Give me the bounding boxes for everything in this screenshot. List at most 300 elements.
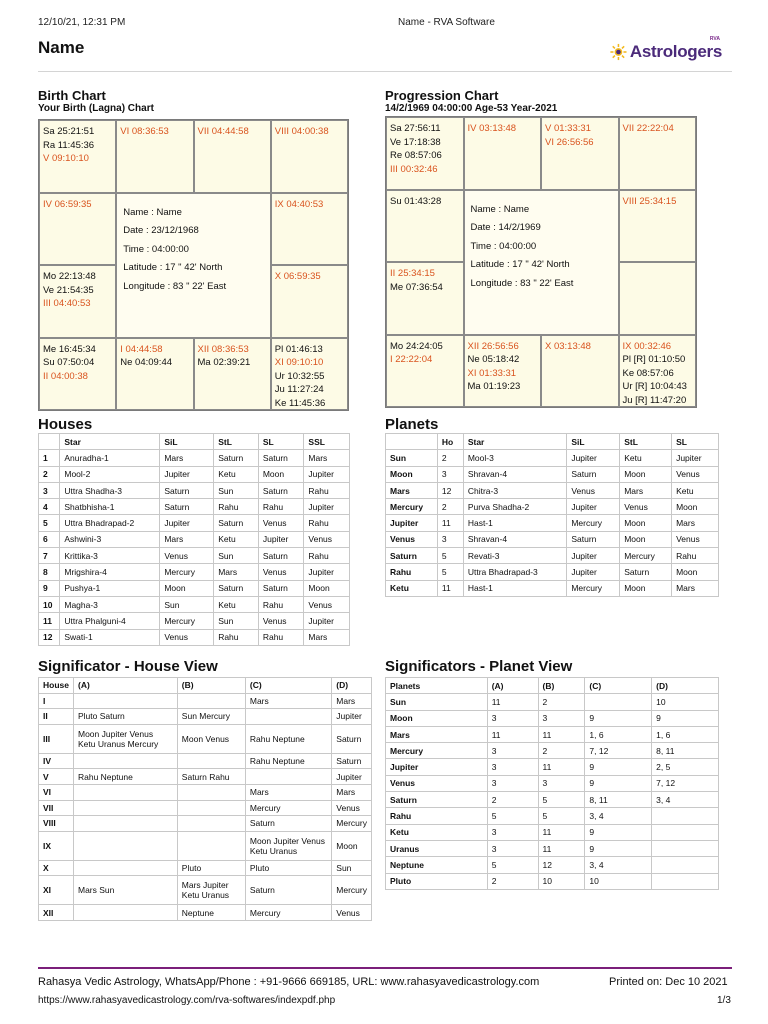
table-cell: Sun xyxy=(214,613,259,629)
table-cell xyxy=(73,800,177,816)
table-cell: Mool-2 xyxy=(60,466,160,482)
column-header: SL xyxy=(672,434,719,450)
table-cell: Mars xyxy=(160,531,214,547)
center-lon: Longitude : 83 " 22' East xyxy=(470,277,574,289)
table-cell: 3, 4 xyxy=(585,808,652,824)
table-cell xyxy=(73,860,177,876)
table-cell: 8, 11 xyxy=(585,792,652,808)
table-cell: Mars Sun xyxy=(73,876,177,905)
table-cell: Venus xyxy=(258,564,304,580)
planets-title: Planets xyxy=(385,416,439,433)
sig-house-title: Significator - House View xyxy=(38,658,218,675)
table-cell: Saturn xyxy=(567,466,620,482)
column-header: (A) xyxy=(487,678,538,694)
table-row xyxy=(39,784,372,800)
chart-cell-r0c1 xyxy=(116,120,193,193)
column-header: (B) xyxy=(177,678,245,694)
progression-chart xyxy=(385,116,697,408)
table-cell: 9 xyxy=(585,710,652,726)
table-cell: X xyxy=(39,860,74,876)
table-cell: Venus xyxy=(160,548,214,564)
chart-entry: Ma 02:39:21 xyxy=(197,357,251,368)
chart-entry: XII 08:36:53 xyxy=(197,343,249,355)
table-cell: 2 xyxy=(487,873,538,889)
table-cell: 7 xyxy=(39,548,60,564)
table-cell: 11 xyxy=(487,726,538,742)
table-cell: Saturn xyxy=(214,450,259,466)
table-cell: 1, 6 xyxy=(652,726,719,742)
table-cell: Mercury xyxy=(620,548,672,564)
table-cell: IX xyxy=(39,831,74,860)
table-cell: 5 xyxy=(487,808,538,824)
table-cell: 11 xyxy=(437,580,463,596)
table-cell: Moon xyxy=(620,466,672,482)
table-cell: Saturn xyxy=(160,499,214,515)
table-row xyxy=(39,499,350,515)
column-header: SSL xyxy=(304,434,350,450)
table-cell: 9 xyxy=(585,824,652,840)
table-cell: Neptune xyxy=(386,857,488,873)
table-row xyxy=(39,466,350,482)
table-cell: 5 xyxy=(538,792,585,808)
table-cell: XI xyxy=(39,876,74,905)
table-row xyxy=(386,466,719,482)
table-cell: Ketu xyxy=(214,466,259,482)
footer-printed-on: Printed on: Dec 10 2021 xyxy=(609,976,728,988)
table-cell: Jupiter xyxy=(304,564,350,580)
table-row xyxy=(386,499,719,515)
table-cell: Mrigshira-4 xyxy=(60,564,160,580)
table-cell xyxy=(652,873,719,889)
table-cell: 9 xyxy=(652,710,719,726)
table-cell: Venus xyxy=(672,531,719,547)
table-row xyxy=(39,769,372,785)
table-cell: 7, 12 xyxy=(652,775,719,791)
table-cell: Rahu xyxy=(304,482,350,498)
table-cell: Ketu xyxy=(672,482,719,498)
table-cell xyxy=(73,784,177,800)
table-cell: Mars xyxy=(214,564,259,580)
chart-entry: III 04:40:53 xyxy=(43,298,91,309)
table-row xyxy=(39,860,372,876)
table-cell: 11 xyxy=(487,694,538,710)
table-cell: Rahu xyxy=(672,548,719,564)
table-cell: Mars xyxy=(245,693,331,709)
table-cell xyxy=(177,816,245,832)
table-cell: Magha-3 xyxy=(60,596,160,612)
chart-entry: XI 01:33:31 xyxy=(467,367,517,379)
table-cell: V xyxy=(39,769,74,785)
chart-entry: Pl 01:46:13 xyxy=(274,343,323,355)
table-cell: 3 xyxy=(437,531,463,547)
table-cell: 11 xyxy=(538,840,585,856)
table-cell: 11 xyxy=(538,824,585,840)
table-cell: Saturn xyxy=(386,548,438,564)
chart-cell-r3c3 xyxy=(619,335,697,408)
chart-entry: Mo 24:24:05 xyxy=(390,340,443,352)
progression-chart-title: Progression Chart xyxy=(385,88,499,103)
chart-cell-r0c2 xyxy=(194,120,271,193)
table-cell: Rahu xyxy=(386,564,438,580)
table-cell: Jupiter xyxy=(386,759,488,775)
table-cell: Mars xyxy=(304,629,350,645)
table-cell: Mercury xyxy=(386,499,438,515)
table-row xyxy=(39,905,372,921)
table-cell xyxy=(652,840,719,856)
table-cell: Shravan-4 xyxy=(463,466,567,482)
table-cell: Rahu xyxy=(304,515,350,531)
table-row xyxy=(386,531,719,547)
table-cell: 3 xyxy=(487,710,538,726)
column-header: (C) xyxy=(585,678,652,694)
table-cell: Jupiter xyxy=(672,450,719,466)
chart-cell-r1c3 xyxy=(271,193,348,266)
table-cell: Rahu xyxy=(386,808,488,824)
table-cell: Mars xyxy=(332,693,372,709)
column-header: (A) xyxy=(73,678,177,694)
chart-entry: VIII 04:00:38 xyxy=(274,126,329,137)
chart-entry: Ke 08:57:06 xyxy=(622,367,674,379)
table-cell: 2 xyxy=(487,792,538,808)
table-cell: Moon xyxy=(672,564,719,580)
table-cell: Pluto Saturn xyxy=(73,709,177,725)
table-cell: Saturn Rahu xyxy=(177,769,245,785)
table-row xyxy=(39,596,350,612)
table-cell: Jupiter xyxy=(567,548,620,564)
table-cell: Mercury xyxy=(332,876,372,905)
column-header: Planets xyxy=(386,678,488,694)
table-cell: Venus xyxy=(332,905,372,921)
chart-cell-r2c3 xyxy=(619,262,697,335)
table-cell: Ketu xyxy=(214,531,259,547)
table-cell: Mercury xyxy=(160,613,214,629)
table-cell: Moon xyxy=(332,831,372,860)
chart-entry: Ve 21:54:35 xyxy=(43,284,94,296)
table-cell: Venus xyxy=(258,613,304,629)
table-cell: II xyxy=(39,709,74,725)
table-cell: Jupiter xyxy=(386,515,438,531)
chart-entry: Mo 22:13:48 xyxy=(43,271,96,282)
table-cell: 2 xyxy=(538,743,585,759)
table-cell: Rahu Neptune xyxy=(245,724,331,753)
table-cell xyxy=(177,753,245,769)
table-cell: VII xyxy=(39,800,74,816)
table-cell: Moon xyxy=(672,499,719,515)
table-cell: Pluto xyxy=(177,860,245,876)
planets-table xyxy=(385,433,719,597)
table-row xyxy=(39,515,350,531)
birth-chart-title: Birth Chart xyxy=(38,88,106,103)
table-row xyxy=(386,857,719,873)
progression-chart-subtitle: 14/2/1969 04:00:00 Age-53 Year-2021 xyxy=(385,103,558,114)
chart-entry: Re 08:57:06 xyxy=(390,150,442,161)
table-row xyxy=(39,816,372,832)
table-row xyxy=(386,726,719,742)
logo-text: Astrologers xyxy=(629,42,722,61)
houses-title: Houses xyxy=(38,416,93,433)
table-cell: Jupiter xyxy=(258,531,304,547)
column-header: StL xyxy=(620,434,672,450)
table-cell: 9 xyxy=(585,840,652,856)
table-cell: Moon Venus xyxy=(177,724,245,753)
table-cell: Venus xyxy=(386,775,488,791)
chart-entry: I 22:22:04 xyxy=(390,354,433,365)
table-cell: 1, 6 xyxy=(585,726,652,742)
table-cell: 7, 12 xyxy=(585,743,652,759)
table-cell: Revati-3 xyxy=(463,548,567,564)
table-cell: 11 xyxy=(538,759,585,775)
table-cell: IV xyxy=(39,753,74,769)
table-cell: Mercury xyxy=(567,515,620,531)
table-cell: 12 xyxy=(437,482,463,498)
table-cell: Venus xyxy=(304,596,350,612)
chart-cell-r0c0 xyxy=(39,120,116,193)
table-cell: Saturn xyxy=(258,482,304,498)
chart-entry: Ne 04:09:44 xyxy=(120,357,173,368)
header-divider xyxy=(38,71,732,72)
table-row xyxy=(386,580,719,596)
table-cell: Ashwini-3 xyxy=(60,531,160,547)
table-cell: Sun Mercury xyxy=(177,709,245,725)
column-header: (B) xyxy=(538,678,585,694)
column-header: SiL xyxy=(160,434,214,450)
table-cell: 3 xyxy=(487,743,538,759)
footer-divider xyxy=(38,967,732,969)
table-cell: Mars xyxy=(332,784,372,800)
table-cell: 2 xyxy=(538,694,585,710)
table-cell: 10 xyxy=(652,694,719,710)
chart-entry: V 01:33:31 xyxy=(545,123,591,134)
table-cell: Anuradha-1 xyxy=(60,450,160,466)
chart-entry: X 03:13:48 xyxy=(545,340,591,352)
table-cell: Jupiter xyxy=(304,499,350,515)
table-cell: Venus xyxy=(332,800,372,816)
table-cell xyxy=(652,857,719,873)
table-cell: Jupiter xyxy=(567,499,620,515)
table-cell xyxy=(73,905,177,921)
column-header: (D) xyxy=(332,678,372,694)
center-time: Time : 04:00:00 xyxy=(123,243,189,255)
table-cell: Jupiter xyxy=(567,564,620,580)
table-cell: Moon xyxy=(386,710,488,726)
table-cell xyxy=(652,808,719,824)
chart-center-details xyxy=(464,190,619,335)
table-row xyxy=(39,482,350,498)
chart-cell-r3c0 xyxy=(39,338,116,411)
table-cell: 3 xyxy=(487,759,538,775)
chart-entry: Su 07:50:04 xyxy=(43,357,95,368)
table-cell: 6 xyxy=(39,531,60,547)
chart-entry: Ju 11:27:24 xyxy=(274,384,324,395)
chart-cell-r3c1 xyxy=(116,338,193,411)
table-cell: XII xyxy=(39,905,74,921)
table-cell: Venus xyxy=(160,629,214,645)
table-cell: Moon xyxy=(620,515,672,531)
table-cell: Saturn xyxy=(567,531,620,547)
chart-entry: IV 06:59:35 xyxy=(43,198,92,210)
table-cell: 8, 11 xyxy=(652,743,719,759)
center-date: Date : 23/12/1968 xyxy=(123,225,199,236)
table-cell: Moon xyxy=(258,466,304,482)
table-cell: 9 xyxy=(585,775,652,791)
column-header: House xyxy=(39,678,74,694)
table-cell: Jupiter xyxy=(332,709,372,725)
table-row xyxy=(386,743,719,759)
table-row xyxy=(386,710,719,726)
table-row xyxy=(39,709,372,725)
table-cell: Rahu Neptune xyxy=(245,753,331,769)
birth-chart-subtitle: Your Birth (Lagna) Chart xyxy=(38,103,154,114)
table-cell: 5 xyxy=(39,515,60,531)
chart-entry: Me 07:36:54 xyxy=(390,281,443,293)
table-cell: Hast-1 xyxy=(463,515,567,531)
table-cell: Jupiter xyxy=(332,769,372,785)
table-cell: Uranus xyxy=(386,840,488,856)
chart-entry: III 00:32:46 xyxy=(390,163,438,175)
table-cell: Mars xyxy=(386,726,488,742)
table-cell: Mars xyxy=(386,482,438,498)
center-lat: Latitude : 17 " 42' North xyxy=(470,259,570,270)
table-header-row xyxy=(39,678,372,694)
table-cell: 5 xyxy=(437,548,463,564)
table-cell: Saturn xyxy=(214,515,259,531)
chart-cell-r0c3 xyxy=(271,120,348,193)
sig-planet-table xyxy=(385,677,719,890)
chart-entry: Ve 17:18:38 xyxy=(390,136,441,148)
table-row xyxy=(39,831,372,860)
chart-entry: Su 01:43:28 xyxy=(390,195,442,207)
table-cell: Rahu xyxy=(214,499,259,515)
table-cell: Uttra Phalguni-4 xyxy=(60,613,160,629)
page-title: Name xyxy=(38,38,85,57)
table-cell: Mars xyxy=(672,515,719,531)
center-date: Date : 14/2/1969 xyxy=(470,222,541,233)
table-cell: Sun xyxy=(214,482,259,498)
print-url: https://www.rahasyavedicastrology.com/rva-softwares/indexpdf.php xyxy=(38,995,336,1006)
print-page-title: Name - RVA Software xyxy=(398,17,495,28)
chart-entry: VII 04:44:58 xyxy=(197,126,249,137)
table-cell: 2 xyxy=(437,499,463,515)
table-cell: 2 xyxy=(437,450,463,466)
table-cell: Mars xyxy=(304,450,350,466)
table-cell: 3 xyxy=(437,466,463,482)
table-cell: Venus xyxy=(567,482,620,498)
chart-entry: II 25:34:15 xyxy=(390,268,435,279)
table-cell: Saturn xyxy=(332,753,372,769)
chart-cell-r1c3 xyxy=(619,190,697,263)
table-cell: 3 xyxy=(487,840,538,856)
table-cell: VI xyxy=(39,784,74,800)
chart-cell-r3c3 xyxy=(271,338,348,411)
chart-entry: V 09:10:10 xyxy=(43,153,89,164)
chart-cell-r1c0 xyxy=(386,190,464,263)
table-cell: Krittika-3 xyxy=(60,548,160,564)
table-row xyxy=(386,482,719,498)
chart-entry: Ur 10:32:55 xyxy=(274,370,325,382)
table-cell: Moon xyxy=(160,580,214,596)
chart-cell-r0c1 xyxy=(464,117,542,190)
sig-house-table xyxy=(38,677,372,921)
table-cell: Mars xyxy=(620,482,672,498)
table-header-row xyxy=(386,678,719,694)
table-cell: Moon xyxy=(620,531,672,547)
table-cell: Moon xyxy=(386,466,438,482)
table-cell: Mercury xyxy=(567,580,620,596)
table-cell: 11 xyxy=(437,515,463,531)
chart-entry: Ju [R] 11:47:20 xyxy=(622,394,687,406)
table-cell: Uttra Shadha-3 xyxy=(60,482,160,498)
center-name: Name : Name xyxy=(470,203,530,215)
chart-entry: Ma 01:19:23 xyxy=(467,381,521,392)
table-cell: Jupiter xyxy=(304,613,350,629)
table-cell: Mars Jupiter Ketu Uranus xyxy=(177,876,245,905)
center-lat: Latitude : 17 " 42' North xyxy=(123,262,223,273)
table-row xyxy=(39,629,350,645)
table-row xyxy=(39,580,350,596)
table-cell: Purva Shadha-2 xyxy=(463,499,567,515)
center-lon: Longitude : 83 " 22' East xyxy=(123,280,227,292)
table-row xyxy=(39,531,350,547)
table-cell: Rahu xyxy=(304,548,350,564)
table-cell: 3 xyxy=(39,482,60,498)
chart-cell-r2c0 xyxy=(386,262,464,335)
table-row xyxy=(386,792,719,808)
table-cell: 1 xyxy=(39,450,60,466)
table-cell: 10 xyxy=(585,873,652,889)
table-row xyxy=(386,808,719,824)
table-cell: Neptune xyxy=(177,905,245,921)
table-row xyxy=(39,724,372,753)
table-row xyxy=(386,450,719,466)
table-row xyxy=(39,564,350,580)
table-cell: Moon xyxy=(304,580,350,596)
chart-entry: XII 26:56:56 xyxy=(467,340,519,352)
birth-chart xyxy=(38,119,349,411)
houses-table xyxy=(38,433,350,646)
table-cell: Shravan-4 xyxy=(463,531,567,547)
column-header: Star xyxy=(60,434,160,450)
table-cell: 10 xyxy=(538,873,585,889)
table-row xyxy=(39,613,350,629)
logo-badge: RVA xyxy=(709,36,720,42)
table-cell: Pluto xyxy=(386,873,488,889)
table-row xyxy=(386,775,719,791)
table-cell: Hast-1 xyxy=(463,580,567,596)
table-cell: 2 xyxy=(39,466,60,482)
footer-contact: Rahasya Vedic Astrology, WhatsApp/Phone : +91-9666 669185, URL: www.rahasyavedicastrology.com xyxy=(38,976,540,988)
chart-entry: IX 00:32:46 xyxy=(622,340,672,352)
table-row xyxy=(386,759,719,775)
table-cell: I xyxy=(39,693,74,709)
chart-cell-r3c0 xyxy=(386,335,464,408)
table-cell: Ketu xyxy=(386,824,488,840)
table-cell xyxy=(245,709,331,725)
center-time: Time : 04:00:00 xyxy=(470,240,537,252)
chart-entry: Me 16:45:34 xyxy=(43,343,96,355)
table-cell xyxy=(73,693,177,709)
table-cell: 9 xyxy=(585,759,652,775)
table-cell: 3 xyxy=(487,824,538,840)
chart-cell-r3c1 xyxy=(464,335,542,408)
table-cell: Rahu xyxy=(214,629,259,645)
table-cell: Shatbhisha-1 xyxy=(60,499,160,515)
table-cell: 2, 5 xyxy=(652,759,719,775)
print-datetime: 12/10/21, 12:31 PM xyxy=(38,17,126,28)
table-row xyxy=(386,840,719,856)
table-cell: 9 xyxy=(39,580,60,596)
table-cell: 5 xyxy=(538,808,585,824)
chart-cell-r0c3 xyxy=(619,117,697,190)
